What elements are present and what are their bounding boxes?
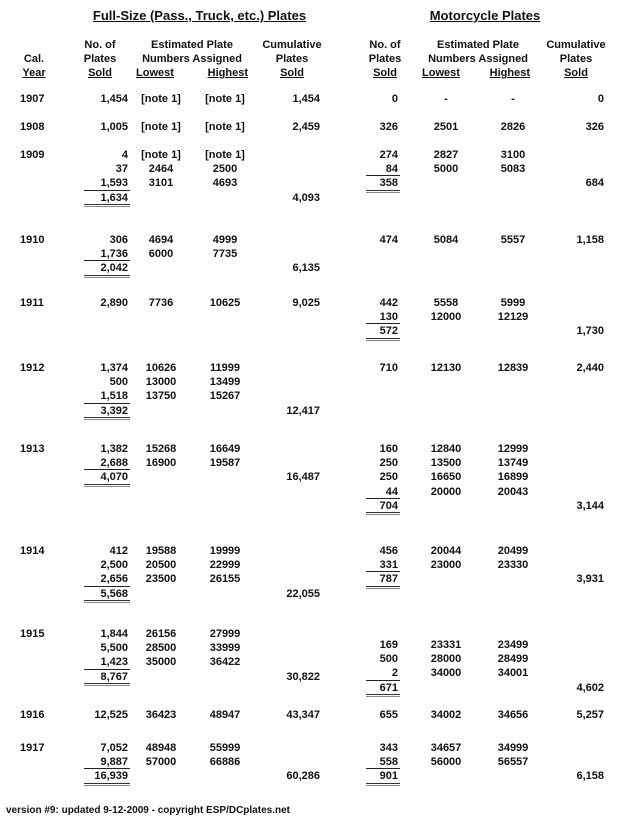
- full-cumulative-value: 43,347: [286, 709, 320, 721]
- moto-cumulative-value: 326: [585, 121, 604, 133]
- moto-lowest-value: -: [444, 93, 448, 105]
- full-lowest-value: 2464: [148, 163, 174, 176]
- full-lowest-value: 10626: [145, 362, 177, 374]
- full-lowest-value: 6000: [148, 248, 174, 261]
- full-total-double-underline: [84, 417, 130, 420]
- moto-sold-value: 0: [391, 93, 398, 105]
- moto-total-value: 572: [379, 325, 398, 338]
- moto-total-value: 901: [379, 770, 398, 783]
- full-total-double-underline: [84, 683, 130, 686]
- moto-cumulative-value: 4,602: [576, 681, 604, 694]
- full-cumulative-value: 2,459: [292, 121, 320, 133]
- full-sold-value: 2,500: [100, 559, 128, 572]
- year-label: 1910: [20, 234, 45, 246]
- full-highest-value: 48947: [209, 709, 241, 721]
- moto-highest-value: 16899: [497, 471, 529, 484]
- full-cumulative-value: 16,487: [286, 471, 320, 484]
- moto-sold-value: 250: [379, 471, 398, 484]
- full-lowest-value: 19588: [145, 545, 177, 557]
- full-sold-value: 1,374: [100, 362, 128, 374]
- moto-sold-value: 500: [379, 653, 398, 666]
- moto-cumulative-value: 6,158: [576, 770, 604, 783]
- moto-highest-value: 34656: [497, 709, 529, 721]
- moto-total-double-underline: [366, 190, 400, 193]
- moto-lowest-value: 20044: [430, 545, 462, 557]
- moto-sold-value: 160: [379, 443, 398, 455]
- header-full-sold: No. of Plates Sold: [83, 39, 117, 79]
- full-sold-value: 1,005: [100, 121, 128, 133]
- moto-total-double-underline: [366, 512, 400, 515]
- moto-highest-value: 34001: [497, 667, 529, 680]
- footer-version-note: version #9: updated 9-12-2009 - copyright ESP/DCplates.net: [6, 805, 290, 816]
- full-lowest-value: 3101: [148, 177, 174, 190]
- full-lowest-value: 4694: [148, 234, 174, 246]
- moto-highest-value: 3100: [500, 149, 526, 161]
- moto-lowest-value: 5084: [433, 234, 459, 246]
- header-moto-estimated: Estimated Plate Numbers Assigned Lowest Highest: [422, 39, 530, 79]
- full-highest-value: 66886: [209, 756, 241, 769]
- full-cumulative-value: 9,025: [292, 297, 320, 309]
- moto-sold-value: 558: [379, 756, 398, 769]
- moto-sold-value: 655: [379, 709, 398, 721]
- full-highest-value: 7735: [212, 248, 238, 261]
- year-label: 1911: [20, 297, 44, 309]
- full-lowest-value: 48948: [145, 742, 177, 754]
- full-highest-value: 2500: [212, 163, 238, 176]
- moto-lowest-value: 16650: [430, 471, 462, 484]
- full-sold-value: 306: [109, 234, 128, 246]
- moto-total-double-underline: [366, 694, 400, 697]
- moto-lowest-value: 12840: [430, 443, 462, 455]
- full-sold-value: 12,525: [94, 709, 128, 721]
- moto-sold-value: 456: [379, 545, 398, 557]
- full-highest-value: [note 1]: [205, 149, 245, 161]
- full-highest-value: 10625: [209, 297, 241, 309]
- full-sold-value: 2,688: [100, 457, 128, 470]
- full-cumulative-value: 12,417: [286, 404, 320, 417]
- moto-cumulative-value: 2,440: [576, 362, 604, 374]
- full-highest-value: 26155: [209, 573, 241, 586]
- moto-sold-value: 169: [379, 639, 398, 651]
- full-total-double-underline: [84, 275, 130, 278]
- year-label: 1916: [20, 709, 45, 721]
- full-lowest-value: 26156: [145, 628, 177, 640]
- moto-sold-value: 474: [379, 234, 398, 246]
- moto-highest-value: 5999: [500, 297, 526, 309]
- moto-cumulative-value: 3,144: [576, 499, 604, 512]
- moto-lowest-value: 23331: [430, 639, 462, 651]
- full-total-value: 5,568: [100, 587, 128, 600]
- moto-lowest-value: 5000: [433, 163, 459, 176]
- full-sold-value: 1,844: [100, 628, 128, 640]
- full-sold-value: 7,052: [100, 742, 128, 754]
- full-total-value: 4,070: [100, 471, 128, 484]
- full-cumulative-value: 6,135: [292, 262, 320, 275]
- moto-highest-value: 13749: [497, 457, 529, 470]
- moto-lowest-value: 34657: [430, 742, 462, 754]
- moto-total-double-underline: [366, 783, 400, 786]
- moto-lowest-value: 12000: [430, 311, 462, 324]
- full-sold-value: 5,500: [100, 642, 128, 655]
- full-sold-value: 1,454: [100, 93, 128, 105]
- moto-highest-value: 23499: [497, 639, 529, 651]
- full-lowest-value: 36423: [145, 709, 177, 721]
- full-highest-value: 33999: [209, 642, 241, 655]
- year-label: 1912: [20, 362, 45, 374]
- full-lowest-value: [note 1]: [141, 149, 181, 161]
- moto-highest-value: 20043: [497, 485, 529, 498]
- full-sold-value: 1,593: [100, 177, 128, 190]
- full-total-value: 1,634: [100, 191, 128, 204]
- full-total-value: 3,392: [100, 404, 128, 417]
- full-highest-value: 36422: [209, 656, 241, 669]
- moto-cumulative-value: 1,158: [576, 234, 604, 246]
- header-full-cumulative: Cumulative Plates Sold: [262, 39, 322, 79]
- full-highest-value: 22999: [209, 559, 241, 572]
- header-moto-cumulative: Cumulative Plates Sold: [546, 39, 606, 79]
- full-highest-value: 15267: [209, 390, 241, 403]
- moto-total-value: 358: [379, 177, 398, 190]
- moto-highest-value: 23330: [497, 559, 529, 572]
- full-lowest-value: 15268: [145, 443, 177, 455]
- moto-total-value: 704: [379, 499, 398, 512]
- moto-highest-value: 20499: [497, 545, 529, 557]
- full-sold-value: 500: [109, 376, 128, 389]
- moto-sold-value: 84: [385, 163, 398, 176]
- full-sold-value: 1,518: [100, 390, 128, 403]
- full-cumulative-value: 30,822: [286, 670, 320, 683]
- full-highest-value: [note 1]: [205, 93, 245, 105]
- moto-sold-value: 710: [379, 362, 398, 374]
- year-label: 1908: [20, 121, 45, 133]
- moto-highest-value: 12999: [497, 443, 529, 455]
- full-highest-value: [note 1]: [205, 121, 245, 133]
- full-lowest-value: [note 1]: [141, 93, 181, 105]
- header-full-lowest: Lowest: [136, 67, 174, 79]
- moto-sold-value: 250: [379, 457, 398, 470]
- moto-highest-value: 12839: [497, 362, 529, 374]
- moto-lowest-value: 28000: [430, 653, 462, 666]
- full-lowest-value: 20500: [145, 559, 177, 572]
- full-highest-value: 11999: [210, 362, 240, 374]
- header-full-estimated: Estimated Plate Numbers Assigned Lowest Highest: [136, 39, 248, 79]
- full-sold-value: 9,887: [100, 756, 128, 769]
- moto-highest-value: 34999: [497, 742, 529, 754]
- full-lowest-value: 23500: [145, 573, 177, 586]
- full-highest-value: 27999: [209, 628, 241, 640]
- moto-cumulative-value: 684: [585, 177, 604, 190]
- full-total-double-underline: [84, 783, 130, 786]
- moto-highest-value: -: [511, 93, 515, 105]
- section-title-full-size: Full-Size (Pass., Truck, etc.) Plates: [92, 8, 307, 23]
- full-lowest-value: 35000: [145, 656, 177, 669]
- moto-highest-value: 5557: [500, 234, 526, 246]
- moto-cumulative-value: 1,730: [576, 325, 604, 338]
- full-sold-value: 2,890: [100, 297, 128, 309]
- moto-lowest-value: 13500: [430, 457, 462, 470]
- full-highest-value: 19999: [209, 545, 241, 557]
- moto-highest-value: 28499: [497, 653, 529, 666]
- moto-highest-value: 5083: [500, 163, 526, 176]
- moto-sold-value: 331: [379, 559, 398, 572]
- full-total-value: 8,767: [100, 670, 128, 683]
- section-title-motorcycle: Motorcycle Plates: [429, 8, 541, 23]
- moto-sold-value: 442: [379, 297, 398, 309]
- year-label: 1914: [20, 545, 45, 557]
- full-lowest-value: 28500: [145, 642, 177, 655]
- moto-lowest-value: 34002: [430, 709, 462, 721]
- year-label: 1917: [20, 742, 45, 754]
- year-label: 1913: [20, 443, 45, 455]
- full-cumulative-value: 4,093: [292, 191, 320, 204]
- full-total-double-underline: [84, 484, 130, 487]
- full-highest-value: 4693: [212, 177, 238, 190]
- header-moto-sold: No. of Plates Sold: [368, 39, 402, 79]
- full-sold-value: 4: [121, 149, 128, 161]
- moto-sold-value: 343: [379, 742, 398, 754]
- year-label: 1907: [20, 93, 45, 105]
- year-label: 1915: [20, 628, 45, 640]
- full-highest-value: 13499: [209, 376, 241, 389]
- header-moto-highest: Highest: [489, 67, 530, 79]
- moto-total-double-underline: [366, 338, 400, 341]
- header-moto-lowest: Lowest: [422, 67, 460, 79]
- year-label: 1909: [20, 149, 45, 161]
- full-total-value: 16,939: [94, 770, 128, 783]
- full-highest-value: 19587: [209, 457, 241, 470]
- full-total-double-underline: [84, 204, 130, 207]
- header-full-highest: Highest: [207, 67, 248, 79]
- full-lowest-value: 13000: [145, 376, 177, 389]
- moto-sold-value: 2: [391, 667, 398, 680]
- moto-lowest-value: 56000: [430, 756, 462, 769]
- full-cumulative-value: 1,454: [292, 93, 320, 105]
- full-lowest-value: 13750: [145, 390, 177, 403]
- moto-lowest-value: 2827: [433, 149, 459, 161]
- full-sold-value: 2,656: [100, 573, 128, 586]
- full-sold-value: 1,736: [100, 248, 128, 261]
- moto-cumulative-value: 3,931: [576, 573, 604, 586]
- moto-sold-value: 326: [379, 121, 398, 133]
- full-total-value: 2,042: [100, 262, 128, 275]
- full-highest-value: 16649: [209, 443, 241, 455]
- moto-lowest-value: 34000: [430, 667, 462, 680]
- moto-total-double-underline: [366, 586, 400, 589]
- full-lowest-value: [note 1]: [141, 121, 181, 133]
- full-sold-value: 1,423: [100, 656, 128, 669]
- moto-highest-value: 56557: [497, 756, 529, 769]
- moto-lowest-value: 20000: [430, 485, 462, 498]
- full-cumulative-value: 22,055: [286, 587, 320, 600]
- full-sold-value: 37: [115, 163, 128, 176]
- full-lowest-value: 16900: [145, 457, 177, 470]
- full-lowest-value: 57000: [145, 756, 177, 769]
- moto-lowest-value: 2501: [433, 121, 459, 133]
- full-lowest-value: 7736: [148, 297, 174, 309]
- header-year: Cal. Year: [22, 53, 46, 79]
- full-sold-value: 412: [109, 545, 128, 557]
- moto-total-value: 787: [379, 573, 398, 586]
- full-total-double-underline: [84, 600, 130, 603]
- full-highest-value: 55999: [209, 742, 241, 754]
- moto-lowest-value: 5558: [433, 297, 459, 309]
- full-highest-value: 4999: [212, 234, 238, 246]
- moto-lowest-value: 12130: [430, 362, 462, 374]
- moto-sold-value: 44: [385, 485, 398, 498]
- full-sold-value: 1,382: [100, 443, 128, 455]
- full-cumulative-value: 60,286: [286, 770, 320, 783]
- moto-sold-value: 274: [379, 149, 398, 161]
- moto-cumulative-value: 0: [597, 93, 604, 105]
- moto-total-value: 671: [379, 681, 398, 694]
- moto-cumulative-value: 5,257: [576, 709, 604, 721]
- moto-highest-value: 2826: [500, 121, 526, 133]
- moto-highest-value: 12129: [497, 311, 529, 324]
- moto-lowest-value: 23000: [430, 559, 462, 572]
- moto-sold-value: 130: [379, 311, 398, 324]
